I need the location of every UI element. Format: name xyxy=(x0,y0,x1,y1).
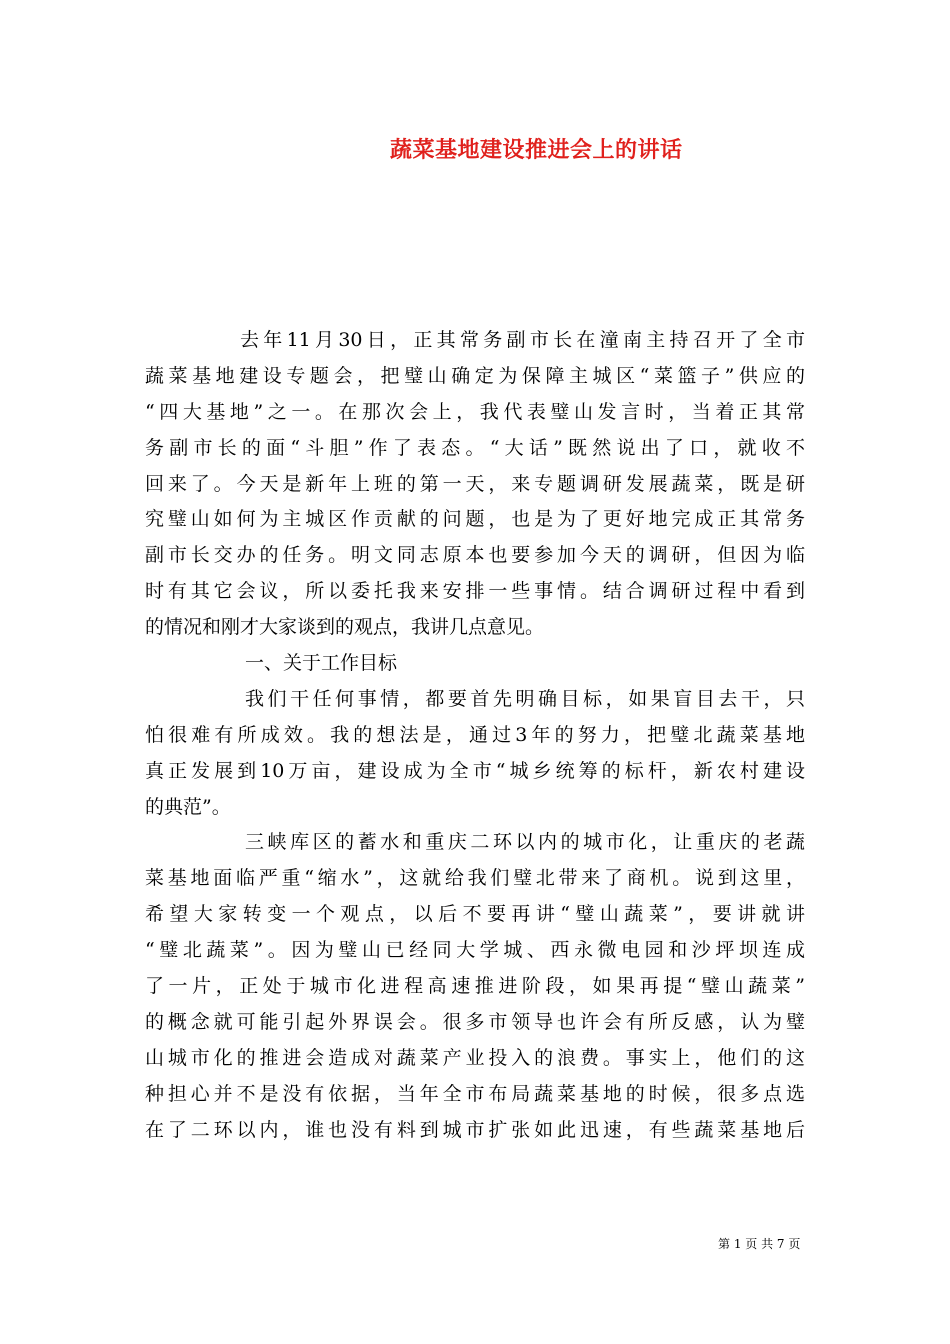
body-line: 希望大家转变一个观点，以后不要再讲“璧山蔬菜”，要讲就讲 xyxy=(145,903,805,926)
body-line: 去年11月30日，正其常务副市长在潼南主持召开了全市 xyxy=(240,329,805,351)
body-line: “四大基地”之一。在那次会上，我代表璧山发言时，当着正其常 xyxy=(145,400,805,423)
body-line: 蔬菜基地建设专题会，把璧山确定为保障主城区“菜篮子”供应的 xyxy=(145,364,805,387)
section-heading: 一、关于工作目标 xyxy=(245,652,398,675)
document-title: 蔬菜基地建设推进会上的讲话 xyxy=(390,137,683,163)
body-line: 三峡库区的蓄水和重庆二环以内的城市化，让重庆的老蔬 xyxy=(245,831,805,854)
body-line: 种担心并不是没有依据，当年全市布局蔬菜基地的时候，很多点选 xyxy=(145,1082,805,1105)
body-line: 时有其它会议，所以委托我来安排一些事情。结合调研过程中看到 xyxy=(145,580,805,603)
body-line: 究璧山如何为主城区作贡献的问题，也是为了更好地完成正其常务 xyxy=(145,508,805,531)
body-line: 的概念就可能引起外界误会。很多市领导也许会有所反感，认为璧 xyxy=(145,1010,805,1033)
body-line: 怕很难有所成效。我的想法是，通过3年的努力，把璧北蔬菜基地 xyxy=(145,723,805,746)
body-line: 我们干任何事情，都要首先明确目标，如果盲目去干，只 xyxy=(245,687,805,710)
body-line: 菜基地面临严重“缩水”，这就给我们璧北带来了商机。说到这里， xyxy=(145,867,805,890)
body-line: 的情况和刚才大家谈到的观点，我讲几点意见。 xyxy=(145,616,545,639)
document-body xyxy=(145,323,805,1148)
body-line: “璧北蔬菜”。因为璧山已经同大学城、西永微电园和沙坪坝连成 xyxy=(145,939,805,962)
body-line: 的典范”。 xyxy=(145,795,231,818)
body-line: 了一片，正处于城市化进程高速推进阶段，如果再提“璧山蔬菜” xyxy=(145,975,805,998)
page-number-footer: 第 1 页 共 7 页 xyxy=(718,1237,801,1251)
body-line: 副市长交办的任务。明文同志原本也要参加今天的调研，但因为临 xyxy=(145,544,805,567)
body-line: 真正发展到10万亩，建设成为全市“城乡统筹的标杆，新农村建设 xyxy=(145,759,805,782)
body-line: 山城市化的推进会造成对蔬菜产业投入的浪费。事实上，他们的这 xyxy=(145,1046,805,1069)
body-line: 在了二环以内，谁也没有料到城市扩张如此迅速，有些蔬菜基地后 xyxy=(145,1118,805,1141)
body-line: 务副市长的面“斗胆”作了表态。“大话”既然说出了口，就收不 xyxy=(145,436,805,459)
body-line: 回来了。今天是新年上班的第一天，来专题调研发展蔬菜，既是研 xyxy=(145,472,805,495)
